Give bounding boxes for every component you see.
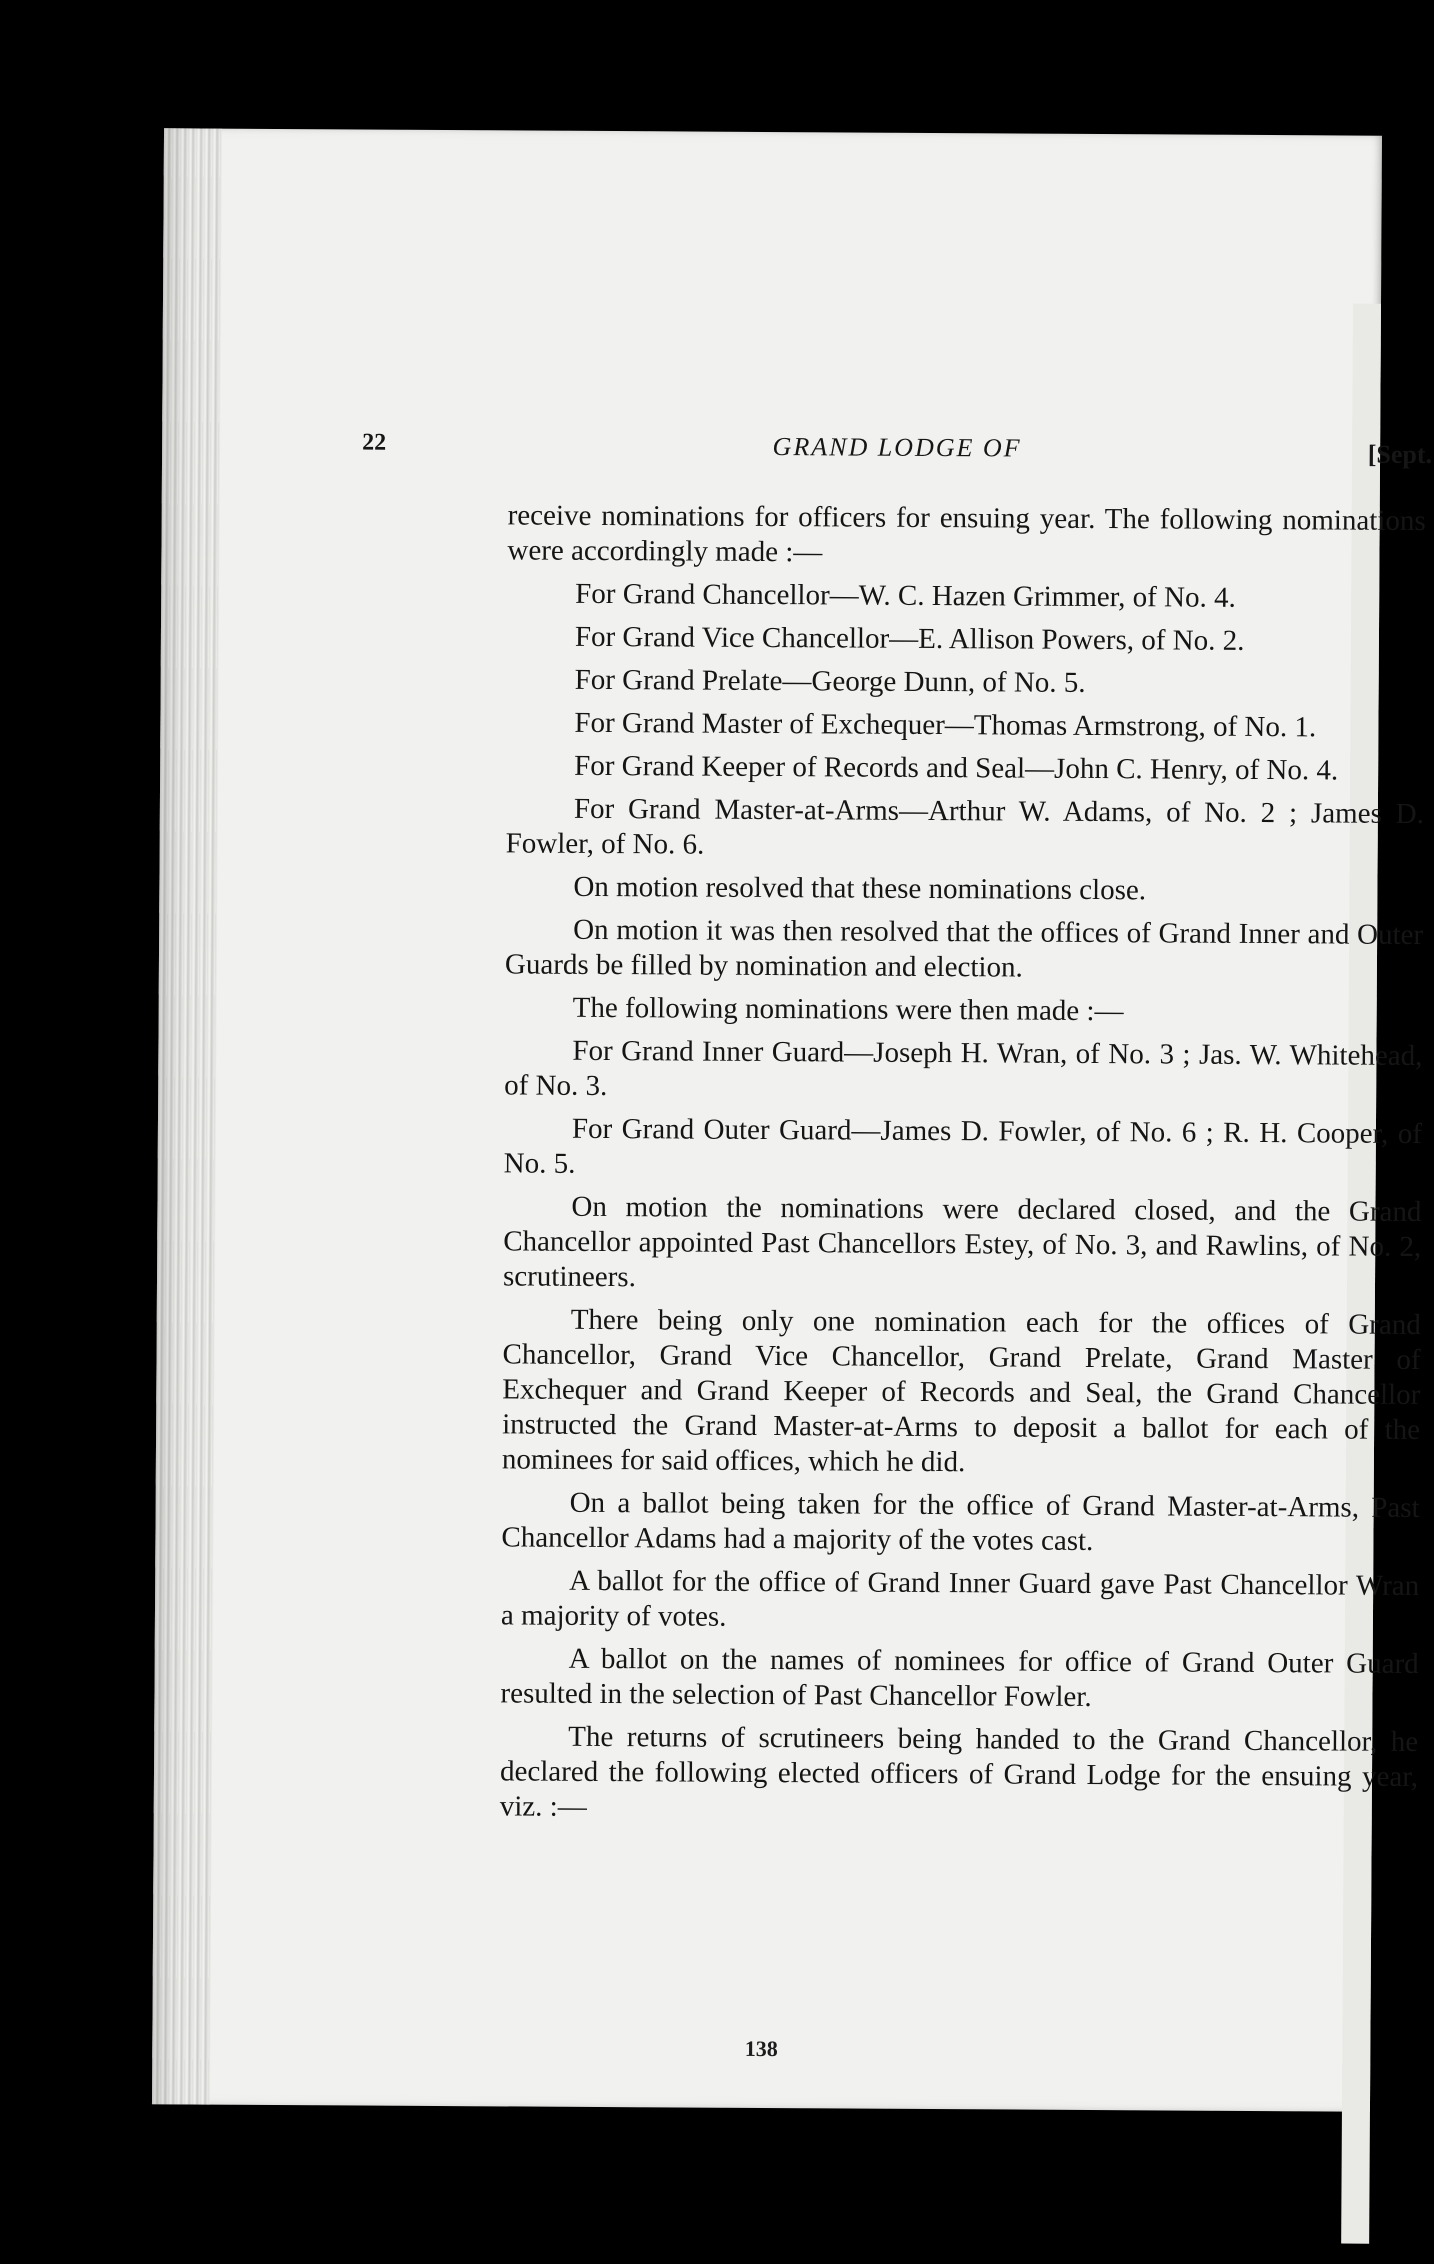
paragraph: For Grand Outer Guard—James D. Fowler, of No. 6 ; R. H. Cooper, of No. 5. [503,1112,1423,1180]
paragraph: There being only one nomination each for the offices of Grand Chancellor, Grand Vice Chancellor, Grand Prelate, Grand Master of Exchequer and Grand Keeper of Records and Seal, the Grand Chancellor instructed the Grand Master-at-Arms to deposit a ballot for each of the nominees for said offices, which he did. [501,1303,1421,1479]
paragraph: On motion resolved that these nominations close. [573,870,1147,907]
signature-mark: 138 [744,2035,778,2062]
paragraph: For Grand Keeper of Records and Seal—John C. Henry, of No. 4. [574,749,1339,787]
paragraph: For Grand Master-at-Arms—Arthur W. Adams, of No. 2 ; James D. Fowler, of No. 6. [505,792,1424,861]
page-body [500,498,1426,1838]
paragraph: A ballot on the names of nominees for office of Grand Outer Guard resulted in the selection of Past Chancellor Fowler. [500,1642,1419,1713]
paragraph: On motion it was then resolved that the offices of Grand Inner and Outer Guards be filled by nomination and election. [504,913,1424,984]
page-number: 22 [362,429,387,456]
page-header [362,430,1432,477]
paragraph: For Grand Vice Chancellor—E. Allison Powers, of No. 2. [574,620,1245,657]
running-title: GRAND LODGE OF [772,432,1022,463]
book-gutter [152,128,222,2104]
paragraph: receive nominations for officers for ensuing year. The following nominations were accordingly made :— [507,499,1426,569]
paragraph: For Grand Inner Guard—Joseph H. Wran, of No. 3 ; Jas. W. Whitehead, of No. 3. [504,1034,1423,1103]
paragraph: The following nominations were then made :— [572,991,1124,1028]
paragraph: For Grand Prelate—George Dunn, of No. 5. [574,663,1086,699]
paragraph: A ballot for the office of Grand Inner Guard gave Past Chancellor Wran a majority of votes. [500,1564,1420,1633]
paragraph: On motion the nominations were declared closed, and the Grand Chancellor appointed Past Chancellors Estey, of No. 3, and Rawlins, of No. 2, scrutineers. [502,1190,1422,1294]
book-page [152,128,1433,2111]
paragraph: For Grand Chancellor—W. C. Hazen Grimmer, of No. 4. [575,577,1236,614]
section-mark: [Sept. [1367,439,1433,470]
paragraph: The returns of scrutineers being handed to the Grand Chancellor, he declared the following elected officers of Grand Lodge for the ensuing year, viz. :— [499,1720,1419,1823]
paragraph: For Grand Master of Exchequer—Thomas Armstrong, of No. 1. [574,706,1317,744]
paragraph: On a ballot being taken for the office of Grand Master-at-Arms, Past Chancellor Adams had a majority of the votes cast. [501,1486,1420,1558]
